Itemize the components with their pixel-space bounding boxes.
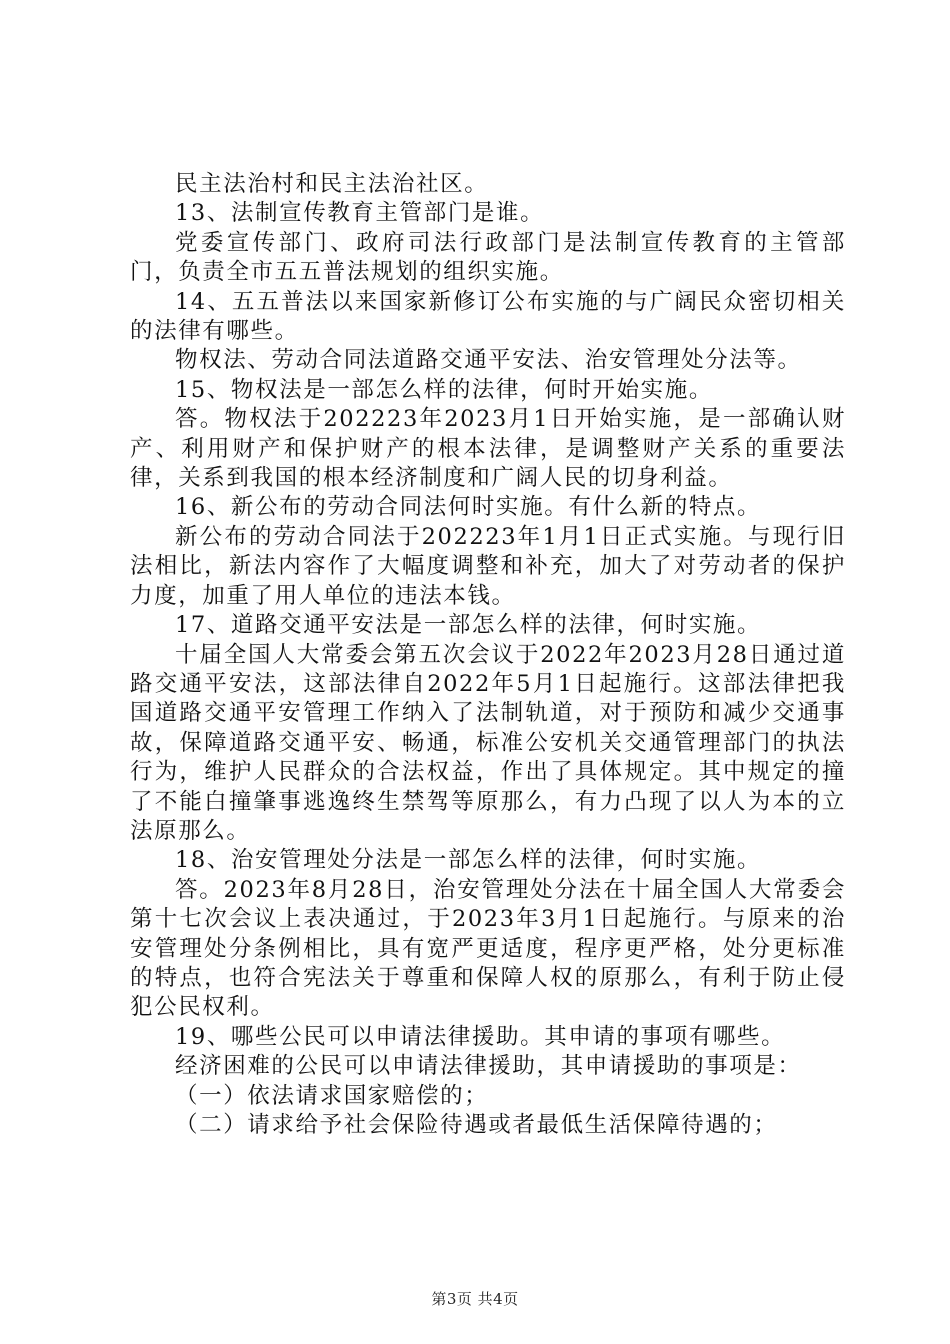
answer-13: 党委宣传部门、政府司法行政部门是法制宣传教育的主管部门，负责全市五五普法规划的组织实施。 bbox=[130, 229, 846, 286]
paragraph-continued: 民主法治村和民主法治社区。 bbox=[175, 171, 489, 197]
answer-14: 物权法、劳动合同法道路交通平安法、治安管理处分法等。 bbox=[175, 347, 802, 374]
question-16: 16、新公布的劳动合同法何时实施。有什么新的特点。 bbox=[175, 494, 762, 521]
answer-18: 答。2023年8月28日，治安管理处分法在十届全国人大常委会第十七次会议上表决通过，于2023年3月1日起施行。与原来的治安管理处分条例相比，具有宽严更适度，程序更严格，处分更标准的特点，也符合宪法关于尊重和保障人权的原那么，有利于防止侵犯公民权利。 bbox=[130, 876, 846, 1021]
answer-15: 答。物权法于202223年2023月1日开始实施，是一部确认财产、利用财产和保护财产的根本法律，是调整财产关系的重要法律，关系到我国的根本经济制度和广阔人民的切身利益。 bbox=[130, 406, 846, 492]
question-17: 17、道路交通平安法是一部怎么样的法律，何时实施。 bbox=[175, 612, 762, 639]
list-item-1: （一）依法请求国家赔偿的； bbox=[175, 1082, 489, 1109]
question-19: 19、哪些公民可以申请法律援助。其申请的事项有哪些。 bbox=[175, 1023, 786, 1050]
question-18: 18、治安管理处分法是一部怎么样的法律，何时实施。 bbox=[175, 847, 762, 874]
page-number-footer: 第3页 共4页 bbox=[431, 1290, 519, 1308]
question-13: 13、法制宣传教育主管部门是谁。 bbox=[175, 200, 545, 227]
question-15: 15、物权法是一部怎么样的法律，何时开始实施。 bbox=[175, 376, 713, 403]
answer-19: 经济困难的公民可以申请法律援助，其申请援助的事项是： bbox=[175, 1053, 802, 1080]
list-item-2: （二）请求给予社会保险待遇或者最低生活保障待遇的； bbox=[175, 1112, 778, 1138]
document-body bbox=[130, 170, 846, 1140]
answer-16: 新公布的劳动合同法于202223年1月1日正式实施。与现行旧法相比，新法内容作了大幅度调整和补充，加大了对劳动者的保护力度，加重了用人单位的违法本钱。 bbox=[130, 523, 846, 609]
answer-17: 十届全国人大常委会第五次会议于2022年2023月28日通过道路交通平安法，这部法律自2022年5月1日起施行。这部法律把我国道路交通平安管理工作纳入了法制轨道，对于预防和减少交通事故，保障道路交通平安、畅通，标准公安机关交通管理部门的执法行为，维护人民群众的合法权益，作出了具体规定。其中规定的撞了不能白撞肇事逃逸终生禁驾等原那么，有力凸现了以人为本的立法原那么。 bbox=[130, 641, 846, 844]
question-14: 14、五五普法以来国家新修订公布实施的与广阔民众密切相关的法律有哪些。 bbox=[130, 288, 846, 345]
